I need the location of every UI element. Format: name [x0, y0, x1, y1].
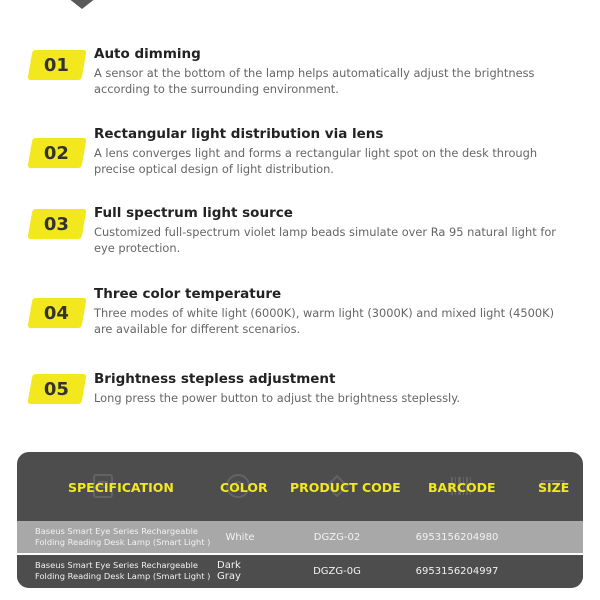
table-row: [17, 521, 583, 553]
feature-number-badge: [27, 209, 86, 239]
header-size: SIZE: [538, 480, 570, 495]
feature-description: Long press the power button to adjust the brightness steplessly.: [94, 391, 460, 405]
spec-name-line: Baseus Smart Eye Series Rechargeable: [35, 560, 199, 570]
feature-description: Three modes of white light (6000K), warm light (3000K) and mixed light (4500K) are available for different scenarios.: [94, 306, 555, 336]
feature-title: Auto dimming: [94, 46, 201, 62]
cell-color: Dark Gray: [217, 560, 241, 582]
specification-table: [17, 452, 583, 588]
feature-number: 04: [44, 302, 70, 324]
feature-number-badge: [27, 50, 86, 80]
cell-product-code: DGZG-02: [313, 531, 361, 543]
feature-description: A lens converges light and forms a rectangular light spot on the desk through precise optical design of light distribution.: [94, 146, 538, 176]
feature-number: 02: [44, 142, 70, 164]
cell-barcode: 6953156204997: [415, 565, 499, 577]
feature-description: A sensor at the bottom of the lamp helps automatically adjust the brightness according to the surrounding environment.: [94, 66, 535, 96]
feature-number: 01: [44, 54, 70, 76]
table-row: [17, 555, 583, 587]
header-product-code: PRODUCT CODE: [290, 480, 401, 495]
feature-number: 05: [44, 378, 70, 400]
feature-title: Rectangular light distribution via lens: [94, 126, 384, 142]
header-specification: SPECIFICATION: [68, 480, 174, 495]
cell-product-code: DGZG-0G: [313, 565, 361, 577]
feature-title: Three color temperature: [94, 286, 282, 302]
feature-number-badge: [27, 298, 86, 328]
spec-name-line: Baseus Smart Eye Series Rechargeable: [35, 526, 199, 536]
table-header: [17, 452, 583, 520]
feature-description: Customized full-spectrum violet lamp beads simulate over Ra 95 natural light for eye protection.: [94, 225, 556, 255]
header-barcode: BARCODE: [428, 480, 496, 495]
feature-number-badge: [27, 374, 86, 404]
header-color: COLOR: [220, 480, 268, 495]
cell-color: White: [225, 531, 255, 543]
spec-name-line: Folding Reading Desk Lamp (Smart Light ): [35, 537, 211, 547]
cell-specification: [35, 521, 225, 553]
cell-specification: [35, 555, 225, 587]
cell-barcode: 6953156204980: [415, 531, 499, 543]
feature-title: Full spectrum light source: [94, 205, 293, 221]
feature-number: 03: [44, 213, 70, 235]
spec-name-line: Folding Reading Desk Lamp (Smart Light ): [35, 571, 211, 581]
feature-number-badge: [27, 138, 86, 168]
top-chevron-icon: [68, 0, 96, 9]
feature-title: Brightness stepless adjustment: [94, 371, 336, 387]
